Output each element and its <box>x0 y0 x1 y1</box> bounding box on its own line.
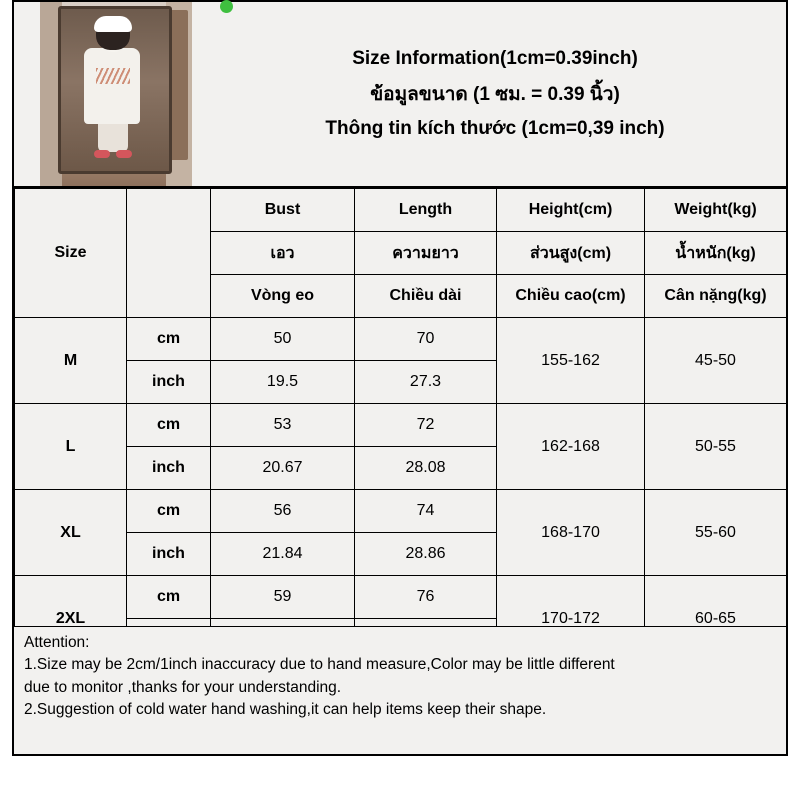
attention-line-2: due to monitor ,thanks for your understanding. <box>24 678 342 696</box>
photo-shirt-print <box>96 68 130 84</box>
m-weight: 45-50 <box>645 318 787 404</box>
status-dot-icon <box>220 0 233 13</box>
unit-cm: cm <box>127 404 211 447</box>
unit-cm: cm <box>127 490 211 533</box>
bust-header-vi: Vòng eo <box>211 275 355 318</box>
weight-header-en: Weight(kg) <box>645 189 787 232</box>
m-bust-cm: 50 <box>211 318 355 361</box>
length-header-th: ความยาว <box>355 232 497 275</box>
photo-model-legs <box>98 122 128 152</box>
m-bust-inch: 19.5 <box>211 361 355 404</box>
unit-inch: inch <box>127 447 211 490</box>
table-row <box>15 576 787 619</box>
unit-inch: inch <box>127 533 211 576</box>
table-row <box>15 490 787 533</box>
l-weight: 50-55 <box>645 404 787 490</box>
attention-block <box>14 626 786 754</box>
m-length-inch: 27.3 <box>355 361 497 404</box>
size-column-header: Size <box>15 189 127 318</box>
row-size-l: L <box>15 404 127 490</box>
size-chart-sheet <box>12 0 788 756</box>
product-photo <box>40 2 192 186</box>
unit-cm: cm <box>127 576 211 619</box>
height-header-vi: Chiều cao(cm) <box>497 275 645 318</box>
photo-model-shoe-right <box>116 150 132 158</box>
xl-length-inch: 28.86 <box>355 533 497 576</box>
table-row <box>15 404 787 447</box>
title-english: Size Information(1cm=0.39inch) <box>352 48 638 69</box>
xl-height: 168-170 <box>497 490 645 576</box>
xl-weight: 55-60 <box>645 490 787 576</box>
unit-column-header <box>127 189 211 318</box>
xxl-length-cm: 76 <box>355 576 497 619</box>
m-height: 155-162 <box>497 318 645 404</box>
xxl-bust-cm: 59 <box>211 576 355 619</box>
row-size-2xl: 2XL <box>15 576 127 662</box>
l-height: 162-168 <box>497 404 645 490</box>
xl-bust-cm: 56 <box>211 490 355 533</box>
photo-door <box>170 10 188 160</box>
attention-title: Attention: <box>24 634 90 651</box>
attention-line-3: 2.Suggestion of cold water hand washing,it can help items keep their shape. <box>24 701 547 719</box>
title-block <box>204 2 786 186</box>
length-header-en: Length <box>355 189 497 232</box>
m-length-cm: 70 <box>355 318 497 361</box>
weight-header-vi: Cân nặng(kg) <box>645 275 787 318</box>
title-vietnamese: Thông tin kích thước (1cm=0,39 inch) <box>325 118 665 139</box>
xl-length-cm: 74 <box>355 490 497 533</box>
size-table <box>14 188 787 662</box>
photo-model-shoe-left <box>94 150 110 158</box>
unit-cm: cm <box>127 318 211 361</box>
length-header-vi: Chiều dài <box>355 275 497 318</box>
unit-inch: inch <box>127 361 211 404</box>
xl-bust-inch: 21.84 <box>211 533 355 576</box>
weight-header-th: น้ำหนัก(kg) <box>645 232 787 275</box>
photo-model-cap <box>94 16 132 32</box>
l-bust-cm: 53 <box>211 404 355 447</box>
height-header-en: Height(cm) <box>497 189 645 232</box>
bust-header-th: เอว <box>211 232 355 275</box>
title-thai: ข้อมูลขนาด (1 ซม. = 0.39 นิ้ว) <box>370 84 620 105</box>
bust-header-en: Bust <box>211 189 355 232</box>
table-header-row-1 <box>15 189 787 232</box>
row-size-xl: XL <box>15 490 127 576</box>
photo-model-shirt <box>84 48 140 124</box>
xxl-weight: 60-65 <box>645 576 787 662</box>
row-size-m: M <box>15 318 127 404</box>
attention-line-1: 1.Size may be 2cm/1inch inaccuracy due to hand measure,Color may be little different <box>24 656 615 674</box>
xxl-height: 170-172 <box>497 576 645 662</box>
l-length-cm: 72 <box>355 404 497 447</box>
l-bust-inch: 20.67 <box>211 447 355 490</box>
height-header-th: ส่วนสูง(cm) <box>497 232 645 275</box>
l-length-inch: 28.08 <box>355 447 497 490</box>
table-row <box>15 318 787 361</box>
chart-header <box>14 2 786 188</box>
